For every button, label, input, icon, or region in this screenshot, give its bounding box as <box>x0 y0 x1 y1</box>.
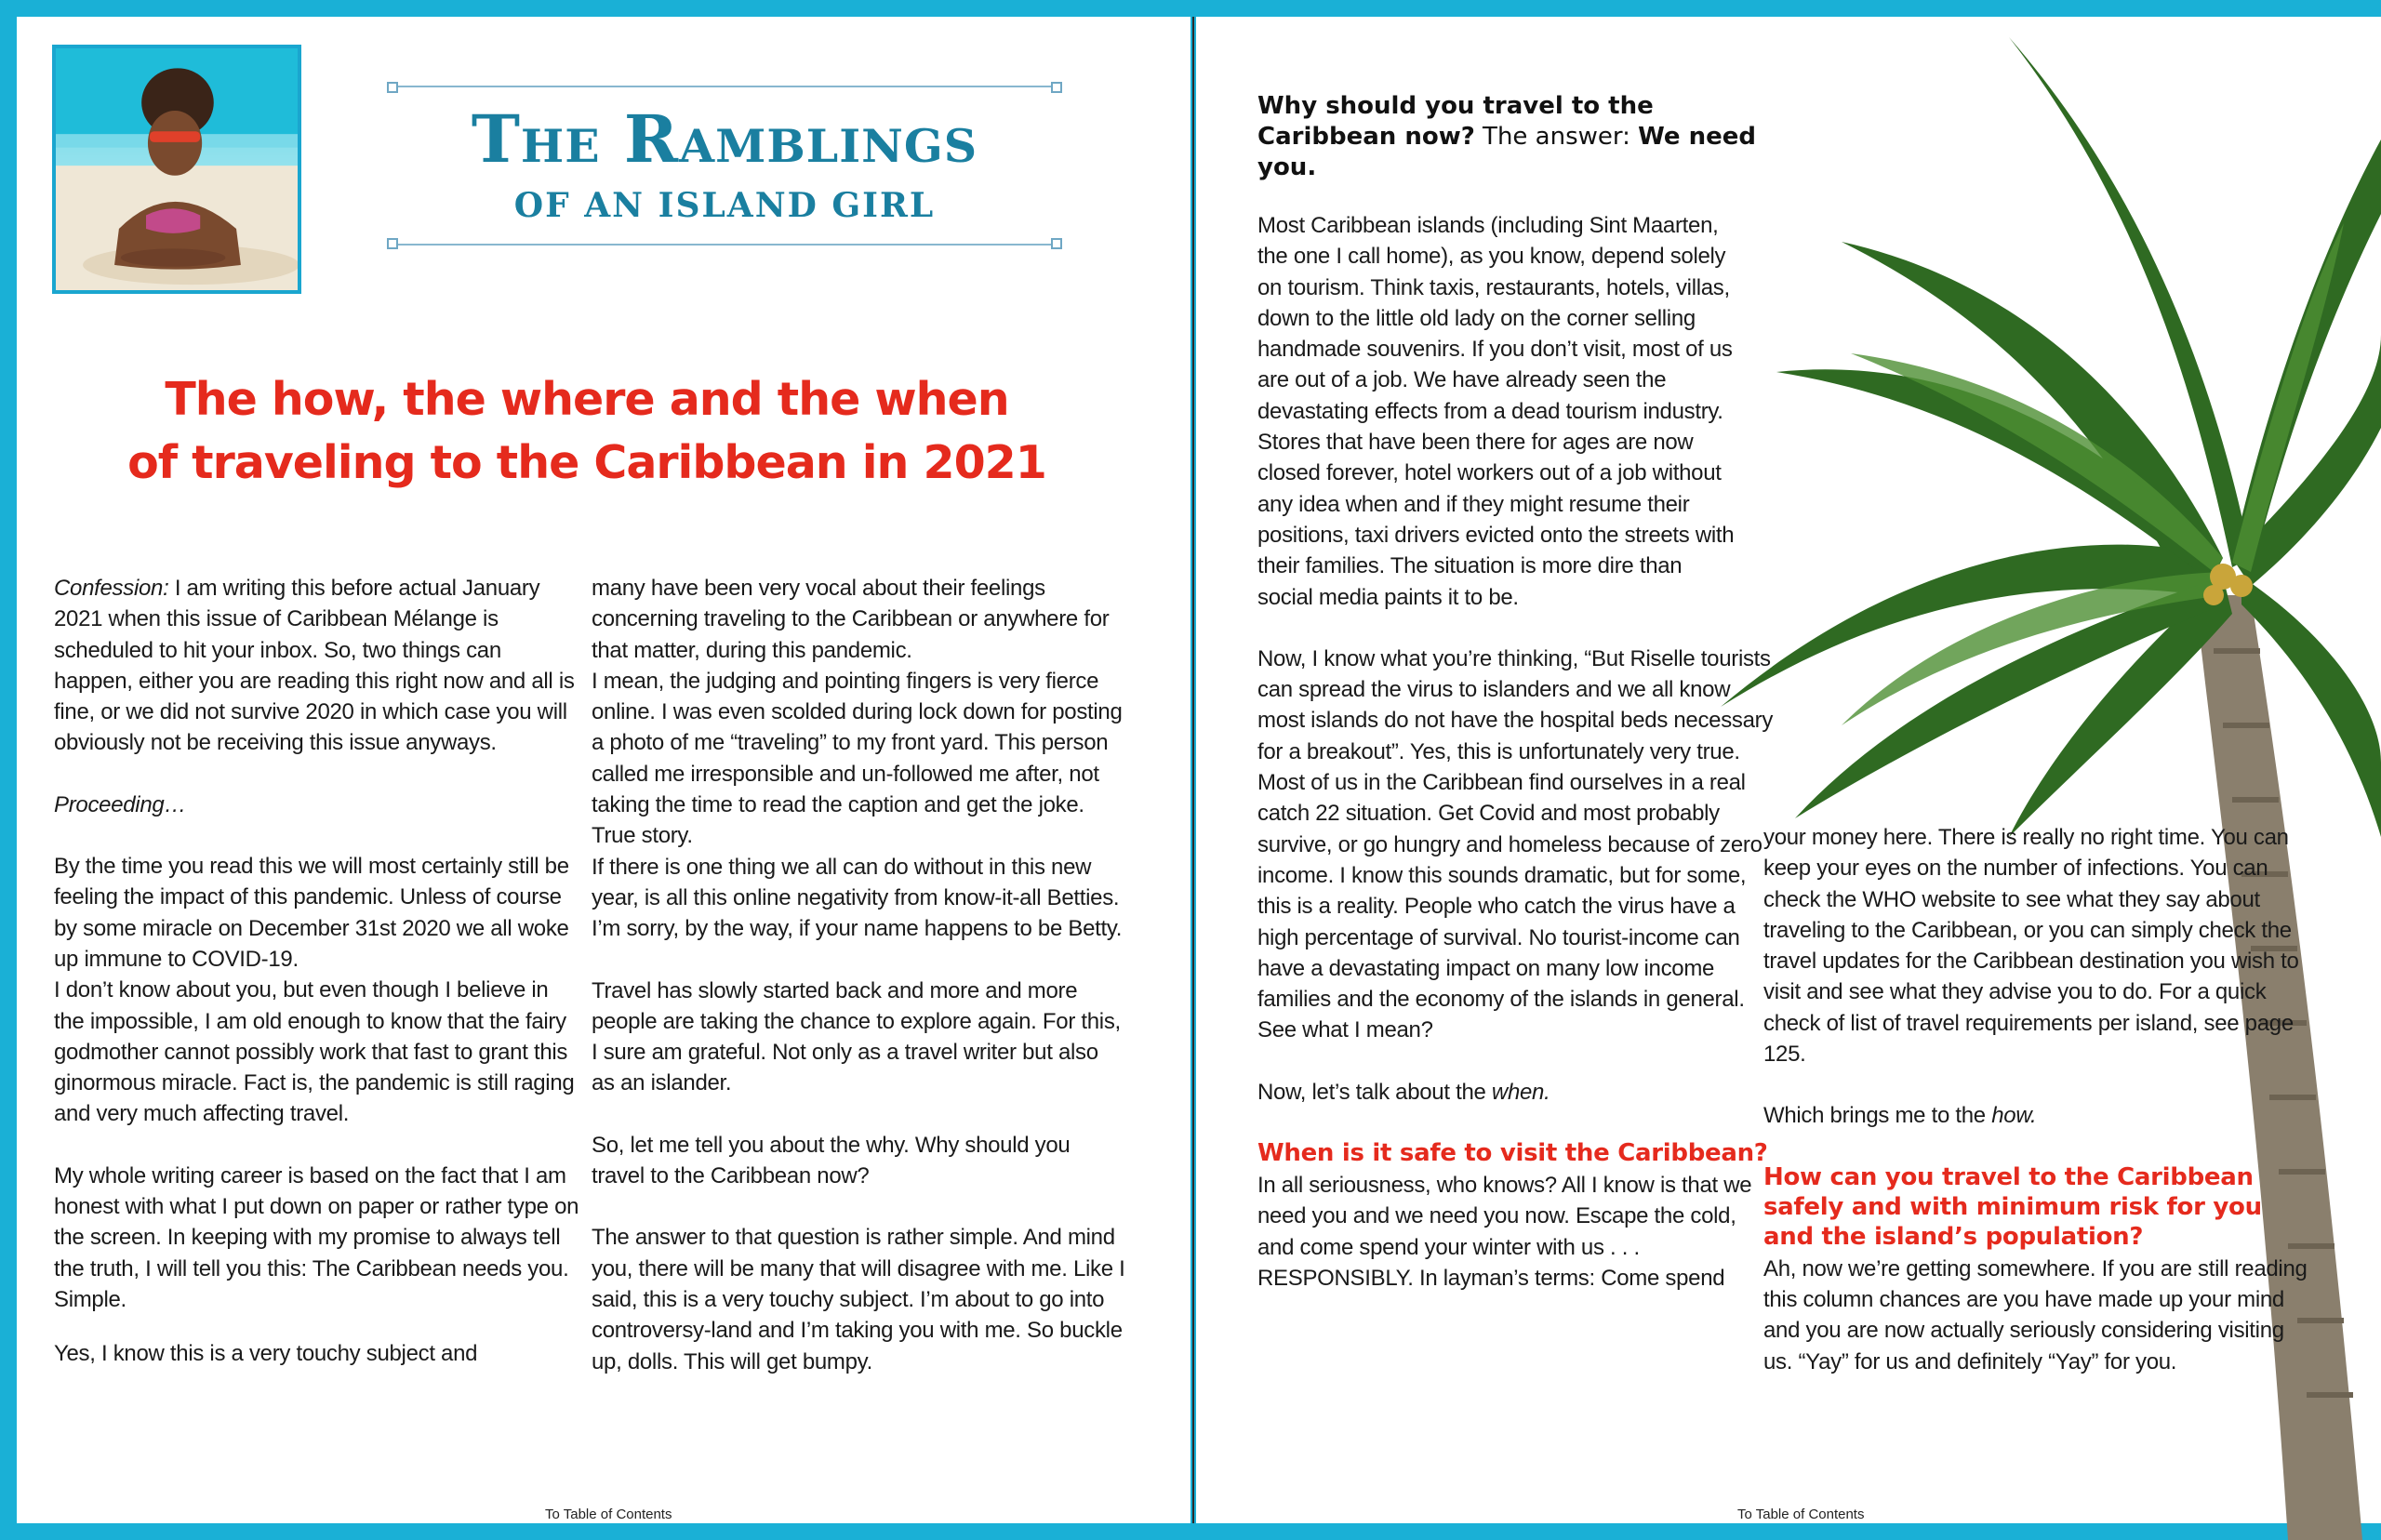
paragraph <box>1763 1100 2310 1131</box>
paragraph <box>54 790 584 820</box>
paragraph: Now, I know what you’re thinking, “But Riselle tourists can spread the virus to islanders and we all know most islands do not have the hospital beds necessary for a breakout”. Yes, this is unfortunately very true. Most of us in the Caribbean find ourselves in a real catch 22 situation. Get Covid and most probably survive, or go hungry and homeless because of zero income. I know this sounds dramatic, but for some, this is a reality. People who catch the virus have a high percentage of survival. No tourist-income can have a devastating impact on many low income families and the economy of the islands in general. See what I mean? <box>1257 645 1774 1043</box>
article-headline <box>0 368 1174 495</box>
headline-line-1: The how, the where and the when <box>165 373 1009 426</box>
confession-lead: Confession: <box>54 576 169 601</box>
paragraph: Most Caribbean islands (including Sint Maarten, the one I call home), as you know, depend solely on tourism. Think taxis, restaurants, hotels, villas, down to the little old lady on the corner selling handmade souvenirs. If you don’t visit, most of us are out of a job. We have already seen the devastating effects from a dead tourism industry. Stores that have been there for ages are now closed forever, hotel workers out of a job without any idea when and if they might resume their positions, taxi drivers evicted onto the streets with their families. The situation is more dire than social media paints it to be. <box>1257 213 1735 610</box>
table-of-contents-link[interactable]: To Table of Contents <box>1737 1507 1865 1522</box>
body-column-1 <box>54 573 584 1401</box>
paragraph: The answer to that question is rather simple. And mind you, there will be many that will disagree with me. Like I said, this is a very touchy subject. I’m about to go into controversy-land and I’m taking you with me. So buckle up, dolls. This will get bumpy. <box>592 1225 1125 1374</box>
paragraph-text: Now, let’s talk about the <box>1257 1079 1492 1105</box>
heading-answer: We need you. <box>1257 123 1756 181</box>
masthead-corner <box>387 238 398 249</box>
emphasis-how: how. <box>1991 1103 2037 1129</box>
paragraph <box>54 573 584 759</box>
paragraph: your money here. There is really no right time. You can keep your eyes on the number of infections. You can check the WHO website to see what they say about traveling to the Caribbean, or you can simply check the travel updates for the Caribbean destination you wish to visit and see what they advise you to do. For a quick check of list of travel requirements per island, see page 125. <box>1763 825 2299 1068</box>
masthead-title: The Ramblings <box>471 100 978 178</box>
paragraph: My whole writing career is based on the fact that I am honest with what I put down on paper or rather type on the screen. In keeping with my promise to always tell the truth, I will tell you this: The Caribbean needs you. Simple. <box>54 1162 579 1312</box>
emphasis-when: when. <box>1491 1079 1550 1105</box>
paragraph-text: I am writing this before actual January 2021 when this issue of Caribbean Mélange is scheduled to hit your inbox. So, two things can happen, either you are reading this right now and all is fine, or we did not survive 2020 in which case you will obviously not be receiving this issue anyways. <box>54 576 575 756</box>
masthead-corner <box>1051 238 1062 249</box>
body-column-2 <box>592 573 1125 1408</box>
paragraph: many have been very vocal about their feelings concerning traveling to the Caribbean or anywhere for that matter, during this pandemic. <box>592 576 1110 663</box>
table-of-contents-link[interactable]: To Table of Contents <box>545 1507 672 1522</box>
paragraph: Ah, now we’re getting somewhere. If you are still reading this column chances are you have made up your mind and you are now actually seriously considering visiting us. “Yay” for us and definitely “Yay” for you. <box>1763 1255 2308 1374</box>
masthead-subtitle: OF AN ISLAND GIRL <box>513 186 936 225</box>
body-column-4 <box>1763 822 2310 1377</box>
paragraph: Yes, I know this is a very touchy subject and <box>54 1341 478 1367</box>
how-travel-subheading: How can you travel to the Caribbean safely and with minimum risk for you and the island’s population? <box>1763 1162 2262 1251</box>
masthead-corner <box>387 82 398 93</box>
proceeding-text: Proceeding… <box>54 791 187 817</box>
masthead-corner <box>1051 82 1062 93</box>
when-safe-subheading: When is it safe to visit the Caribbean? <box>1257 1139 1768 1168</box>
headline-line-2: of traveling to the Caribbean in 2021 <box>127 436 1046 489</box>
heading-bold-text: Why should you travel to the Caribbean now? <box>1257 92 1654 151</box>
heading-answer-label: The answer: <box>1474 123 1639 151</box>
paragraph: If there is one thing we all can do without in this new year, is all this online negativity from know-it-all Betties. I’m sorry, by the way, if your name happens to be Betty. <box>592 854 1123 942</box>
author-photo <box>52 45 301 294</box>
paragraph: Travel has slowly started back and more and more people are taking the chance to explore again. For this, I sure am grateful. Not only as a travel writer but also as an islander. <box>592 977 1121 1096</box>
paragraph: By the time you read this we will most certainly still be feeling the impact of this pandemic. Unless of course by some miracle on December 31st 2020 we all woke up immune to COVID-19. <box>54 854 569 972</box>
author-photo-illustration <box>56 48 298 290</box>
paragraph: I mean, the judging and pointing fingers is very fierce online. I was even scolded during lock down for posting a photo of me “traveling” to my front yard. This person called me irresponsible and un-followed me after, not taking the time to read the caption and get the joke. True story. <box>592 668 1123 849</box>
masthead <box>392 86 1057 246</box>
why-travel-heading <box>1257 91 1760 183</box>
body-column-3 <box>1257 210 1778 1294</box>
paragraph: I don’t know about you, but even though I believe in the impossible, I am old enough to know that the fairy godmother cannot possibly work that fast to grant this ginormous miracle. Fact is, the pandemic is still raging and very much affecting travel. <box>54 977 575 1127</box>
paragraph <box>1257 1077 1778 1108</box>
spine-divider <box>1192 17 1194 1523</box>
paragraph-text: Which brings me to the <box>1763 1103 1992 1129</box>
paragraph: In all seriousness, who knows? All I know is that we need you and we need you now. Escape the cold, and come spend your winter with us . . . RESPONSIBLY. In layman’s terms: Come spend <box>1257 1173 1752 1291</box>
paragraph: So, let me tell you about the why. Why should you travel to the Caribbean now? <box>592 1132 1071 1189</box>
